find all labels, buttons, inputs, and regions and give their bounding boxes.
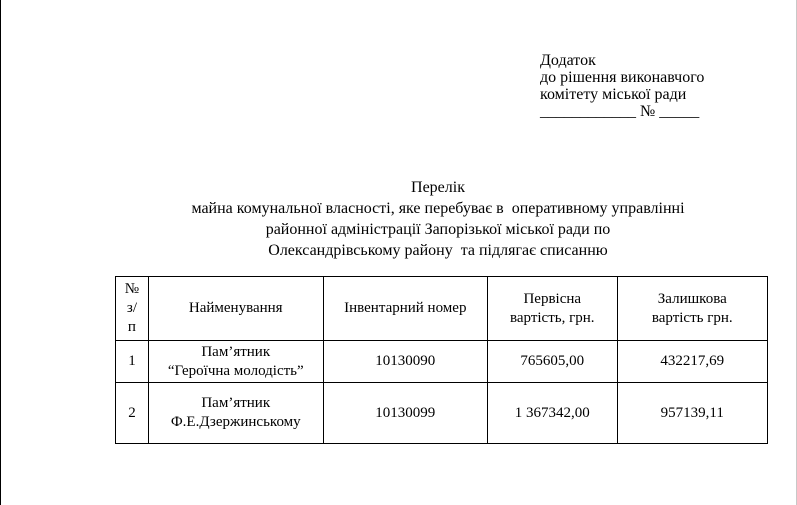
table-row xyxy=(116,383,768,444)
header-inventory: Інвентарний номер xyxy=(323,277,487,341)
appendix-block xyxy=(540,52,704,120)
appendix-title: Додаток xyxy=(540,52,596,69)
heading-line-4: Олександрівському району та підлягає списанню xyxy=(268,242,608,259)
row-name: Пам’ятник Ф.Е.Дзержинському xyxy=(148,383,323,444)
row-initial-value: 765605,00 xyxy=(488,341,618,383)
document-heading xyxy=(100,177,776,261)
appendix-number-line: ____________ № _____ xyxy=(540,103,700,120)
row-number: 2 xyxy=(116,383,149,444)
table-header-row xyxy=(116,277,768,341)
row-inventory: 10130090 xyxy=(323,341,487,383)
header-residual-value: Залишкова вартість грн. xyxy=(617,277,767,341)
table-row xyxy=(116,341,768,383)
header-initial-value: Первісна вартість, грн. xyxy=(488,277,618,341)
appendix-decision: до рішення виконавчого xyxy=(540,69,705,86)
appendix-committee: комітету міської ради xyxy=(540,86,687,103)
heading-line-2: майна комунальної власності, яке перебуває в оперативному управлінні xyxy=(191,200,685,217)
heading-line-3: районної адміністрації Запорізької міської ради по xyxy=(265,221,611,238)
assets-table xyxy=(115,276,768,444)
heading-title: Перелік xyxy=(411,179,465,196)
row-residual-value: 957139,11 xyxy=(617,383,767,444)
page-left-edge xyxy=(0,0,1,505)
header-name: Найменування xyxy=(148,277,323,341)
row-number: 1 xyxy=(116,341,149,383)
row-name: Пам’ятник “Героїчна молодість” xyxy=(148,341,323,383)
row-residual-value: 432217,69 xyxy=(617,341,767,383)
row-inventory: 10130099 xyxy=(323,383,487,444)
row-initial-value: 1 367342,00 xyxy=(488,383,618,444)
header-number: № з/ п xyxy=(116,277,149,341)
